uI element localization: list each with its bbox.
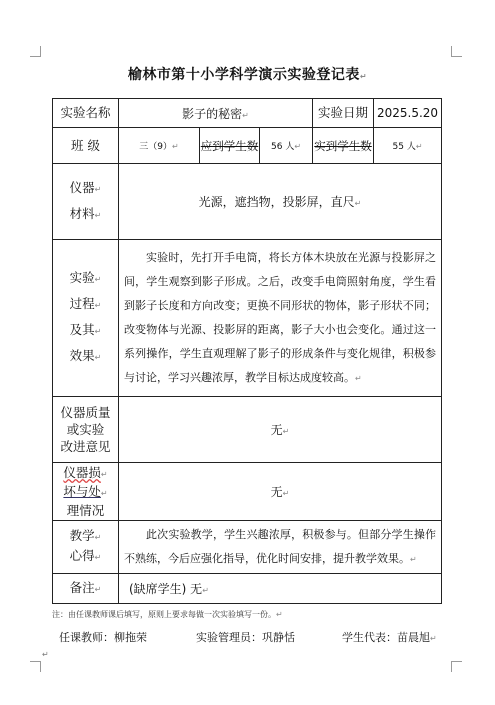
process-label-cell[interactable]: 实验↵ 过程↵ 及其↵ 效果↵: [53, 240, 119, 397]
teacher-signature[interactable]: 任课教师：柳拖荣: [59, 631, 147, 644]
equipment-label-cell[interactable]: 仪器↵ 材料↵: [53, 164, 119, 240]
equipment-value-cell[interactable]: 光源，遮挡物，投影屏，直尺↵: [119, 164, 442, 240]
class-label-cell[interactable]: 班 级: [53, 128, 119, 164]
quality-label-cell[interactable]: 仪器质量 或实验 改进意见: [53, 397, 119, 463]
damage-value-cell[interactable]: 无↵: [119, 463, 442, 521]
page-corner-top-left: [30, 46, 41, 57]
remark-value-cell[interactable]: (缺席学生) 无↵: [119, 574, 442, 604]
student-signature[interactable]: 学生代表：苗晨旭↵: [342, 631, 437, 644]
date-value-cell[interactable]: 2025.5.20: [374, 99, 442, 128]
reflection-label-cell[interactable]: 教学↵ 心得↵: [53, 521, 119, 574]
paragraph-mark: ↵: [42, 650, 49, 659]
paragraph-mark: ↵: [359, 72, 368, 81]
remark-label-cell[interactable]: 备注↵: [53, 574, 119, 604]
table-row: [53, 521, 442, 574]
table-row: [53, 397, 442, 463]
table-row: [53, 164, 442, 240]
quality-value-cell[interactable]: 无↵: [119, 397, 442, 463]
expected-label-cell[interactable]: 应到学生数: [200, 128, 260, 164]
table-row: [53, 128, 442, 164]
table-row: [53, 99, 442, 128]
date-label-cell[interactable]: 实验日期: [313, 99, 374, 128]
page-corner-bottom-right: [451, 661, 462, 672]
form-title-text: 榆林市第十小学科学演示实验登记表: [127, 67, 360, 83]
damage-label-cell[interactable]: 仪器损↵ 坏与处↵ 理情况: [53, 463, 119, 521]
page-corner-top-right: [451, 46, 462, 57]
reflection-value-cell[interactable]: 此次实验教学，学生兴趣浓厚，积极参与。但部分学生操作不熟练，今后应强化指导，优化时间安排，提升教学效果。↵: [119, 521, 442, 574]
actual-label-cell[interactable]: 实到学生数: [313, 128, 374, 164]
expected-value-cell[interactable]: 56 人↵: [260, 128, 313, 164]
name-label-cell[interactable]: 实验名称: [53, 99, 119, 128]
table-row: [53, 574, 442, 604]
class-value-cell[interactable]: 三（9）↵: [119, 128, 200, 164]
actual-value-cell[interactable]: 55 人↵: [374, 128, 442, 164]
page-corner-bottom-left: [30, 661, 41, 672]
manager-signature[interactable]: 实验管理员：巩静恬: [196, 631, 295, 644]
name-value-cell[interactable]: 影子的秘密↵: [119, 99, 313, 128]
table-row: [53, 463, 442, 521]
process-value-cell[interactable]: 实验时，先打开手电筒，将长方体木块放在光源与投影屏之间，学生观察到影子形成。之后，改变手电筒照射角度，学生看到影子长度和方向改变；更换不同形状的物体，影子形状不同；改变物体与光源、投影屏的距离，影子大小也会变化。通过这一系列操作，学生直观理解了影子的形成条件与变化规律，积极参与讨论，学习兴趣浓厚，教学目标达成度较高。↵: [119, 240, 442, 397]
table-row: [53, 240, 442, 397]
registration-table: [52, 98, 442, 604]
footnote[interactable]: 注：由任课教师课后填写，原则上要求每做一次实验填写一份。↵: [52, 610, 283, 619]
form-title[interactable]: [0, 64, 495, 84]
